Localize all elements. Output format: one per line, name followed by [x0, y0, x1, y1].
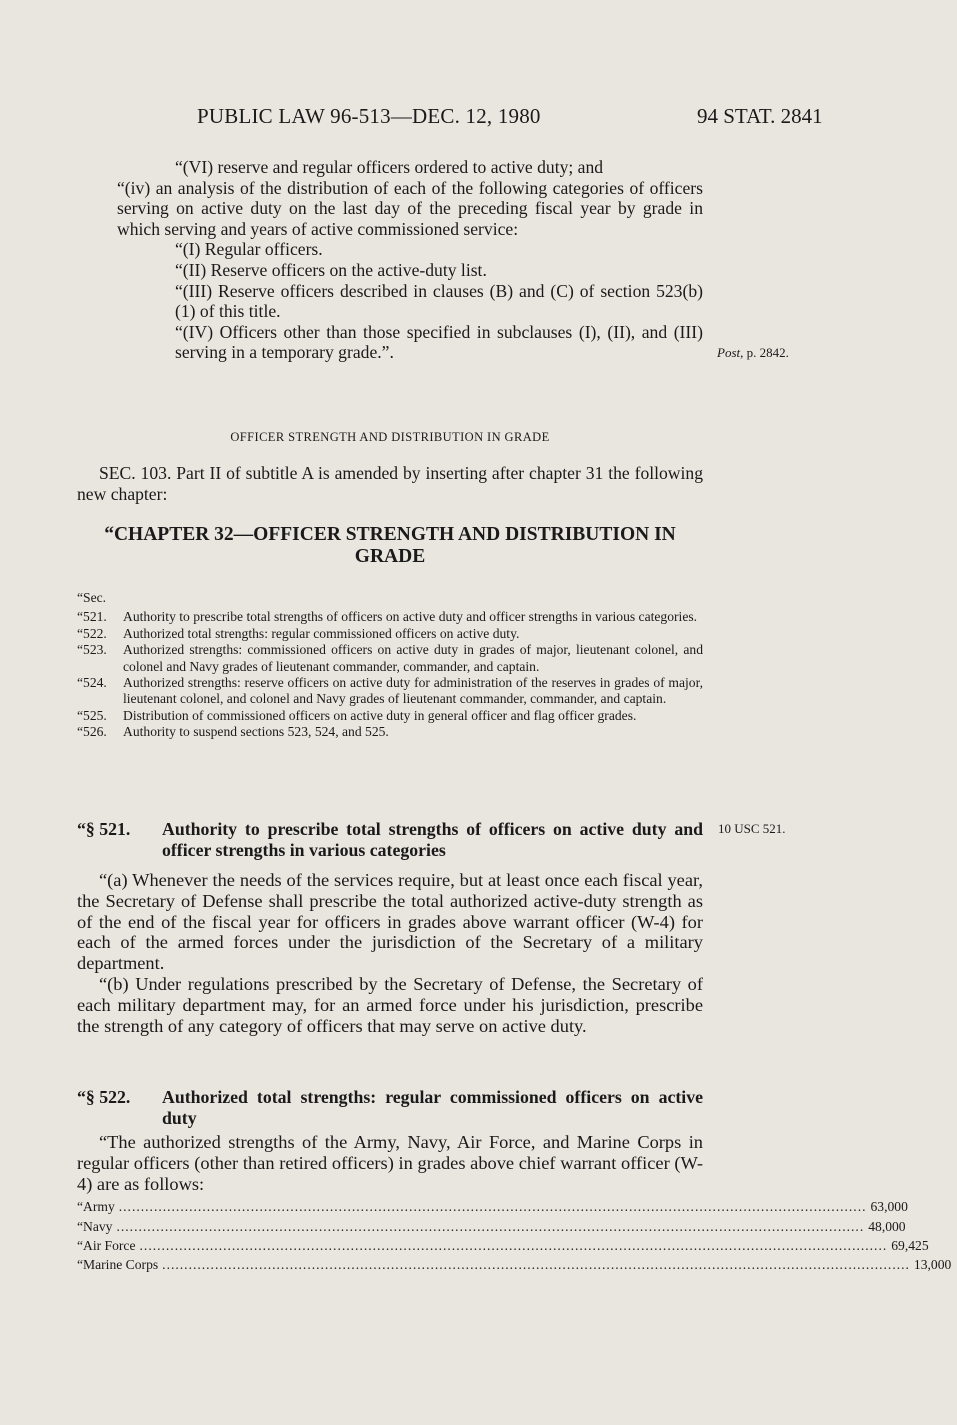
- toc-item: [77, 626, 703, 642]
- running-header-title: PUBLIC LAW 96-513—DEC. 12, 1980: [197, 104, 541, 128]
- margin-note-post: [717, 345, 789, 361]
- section-522-heading: [77, 1087, 703, 1129]
- clause-iv: [77, 178, 703, 240]
- strength-value: 13,000: [913, 1257, 952, 1272]
- strength-row: [77, 1217, 906, 1236]
- toc-sec-label: “Sec.: [77, 590, 107, 605]
- toc-item-text: Distribution of commissioned officers on active duty in general officer and flag officer grades.: [123, 707, 637, 723]
- toc-item-text: Authority to prescribe total strengths of officers on active duty and officer strengths in various categories.: [123, 609, 698, 625]
- strength-label: “Army: [77, 1199, 115, 1215]
- leader-dots: ..........................................................................................................................................................................: [118, 1199, 867, 1215]
- subclause-IV: [77, 322, 703, 363]
- section-522: [77, 1087, 952, 1274]
- section-522-body: “The authorized strengths of the Army, Navy, Air Force, and Marine Corps in regular officers (other than retired officers) in grades above chief warrant officer (W-4) are as follows:: [77, 1132, 703, 1194]
- chapter-title: “CHAPTER 32—OFFICER STRENGTH AND DISTRIBUTION IN GRADE: [104, 524, 676, 567]
- section-heading-block: [77, 430, 703, 445]
- sec-103: [77, 463, 703, 504]
- toc-item-number: “523.: [77, 642, 107, 658]
- margin-note-usc: 10 USC 521.: [718, 821, 786, 836]
- toc-item-number: “522.: [77, 625, 107, 641]
- section-521-heading: [77, 819, 703, 861]
- subclause-II: “(II) Reserve officers on the active-duty list.: [175, 259, 487, 280]
- toc-item-text: Authorized strengths: reserve officers on active duty for administration of the reserves in grades of major, lieutenant colonel, and colonel and Navy grades of lieutenant commander, commander, and captain.: [123, 675, 703, 707]
- subclause-III-text: “(III) Reserve officers described in clauses (B) and (C) of section 523(b)(1) of this title.: [175, 280, 703, 322]
- clause-block: [77, 157, 703, 363]
- section-521-b: “(b) Under regulations prescribed by the Secretary of Defense, the Secretary of each military department may, for an armed force under his jurisdiction, prescribe the strength of any category of officers that may serve on active duty.: [77, 973, 703, 1036]
- toc-item-number: “525.: [77, 707, 107, 723]
- strength-value: 63,000: [870, 1199, 908, 1215]
- strength-value: 69,425: [891, 1237, 929, 1253]
- toc-item-number: “526.: [77, 724, 107, 740]
- section-521: [77, 819, 703, 1036]
- strength-row: [77, 1236, 929, 1255]
- section-heading: OFFICER STRENGTH AND DISTRIBUTION IN GRADE: [230, 430, 550, 444]
- toc-item-text: Authorized total strengths: regular commissioned officers on active duty.: [123, 625, 520, 641]
- running-header-stat: 94 STAT. 2841: [697, 104, 823, 128]
- clause-iv-text: “(iv) an analysis of the distribution of each of the following categories of officers serving on active duty on the last day of the preceding fiscal year by grade in which serving and years of active commissioned service:: [117, 177, 703, 239]
- section-522-number: “§ 522.: [77, 1087, 131, 1107]
- leader-dots: ..........................................................................................................................................................................: [162, 1257, 910, 1272]
- subclause-III: [77, 281, 703, 322]
- table-of-sections: [77, 590, 703, 741]
- strength-value: 48,000: [868, 1218, 906, 1234]
- section-522-title: Authorized total strengths: regular commissioned officers on active duty: [162, 1087, 703, 1128]
- strength-label: “Navy: [77, 1218, 113, 1234]
- toc-item-text: Authority to suspend sections 523, 524, and 525.: [123, 724, 389, 740]
- strength-list: [77, 1197, 952, 1274]
- toc-item: [77, 675, 703, 708]
- leader-dots: ..........................................................................................................................................................................: [139, 1237, 888, 1253]
- toc-item-text: Authorized strengths: commissioned officers on active duty in grades of major, lieutenant colonel, and colonel and Navy grades of lieutenant commander, commander, and captain.: [123, 642, 703, 674]
- section-521-number: “§ 521.: [77, 819, 131, 839]
- strength-row: [77, 1197, 908, 1216]
- margin-note-post-italic: Post,: [717, 345, 744, 360]
- strength-label: “Marine Corps: [77, 1257, 159, 1272]
- strength-label: “Air Force: [77, 1237, 136, 1253]
- subclause-I: “(I) Regular officers.: [175, 239, 323, 260]
- subclause-IV-text: “(IV) Officers other than those specified in subclauses (I), (II), and (III) serving in a temporary grade.”.: [175, 321, 703, 363]
- margin-note-post-page: p. 2842.: [746, 345, 789, 360]
- toc-item-number: “521.: [77, 609, 107, 625]
- sec-103-text: SEC. 103. Part II of subtitle A is amended by inserting after chapter 31 the following new chapter:: [77, 463, 703, 504]
- clause-vi-text: “(VI) reserve and regular officers ordered to active duty; and: [175, 157, 604, 177]
- toc-item-number: “524.: [77, 675, 107, 691]
- strength-row: [77, 1255, 952, 1274]
- section-521-title: Authority to prescribe total strengths of officers on active duty and officer strengths in various categories: [162, 819, 703, 860]
- leader-dots: ..........................................................................................................................................................................: [116, 1218, 865, 1234]
- toc-item: [77, 708, 703, 724]
- section-521-a: “(a) Whenever the needs of the services require, but at least once each fiscal year, the Secretary of Defense shall prescribe the total authorized active-duty strength as of the end of the fiscal year for officers in grades above warrant officer (W-4) for each of the armed forces under the jurisdiction of the Secretary of a military department.: [77, 870, 703, 974]
- clause-vi: [77, 157, 703, 178]
- toc-list: [77, 609, 703, 740]
- toc-item: [77, 609, 703, 625]
- toc-item: [77, 724, 703, 740]
- chapter-heading-block: [77, 524, 703, 568]
- toc-item: [77, 642, 703, 675]
